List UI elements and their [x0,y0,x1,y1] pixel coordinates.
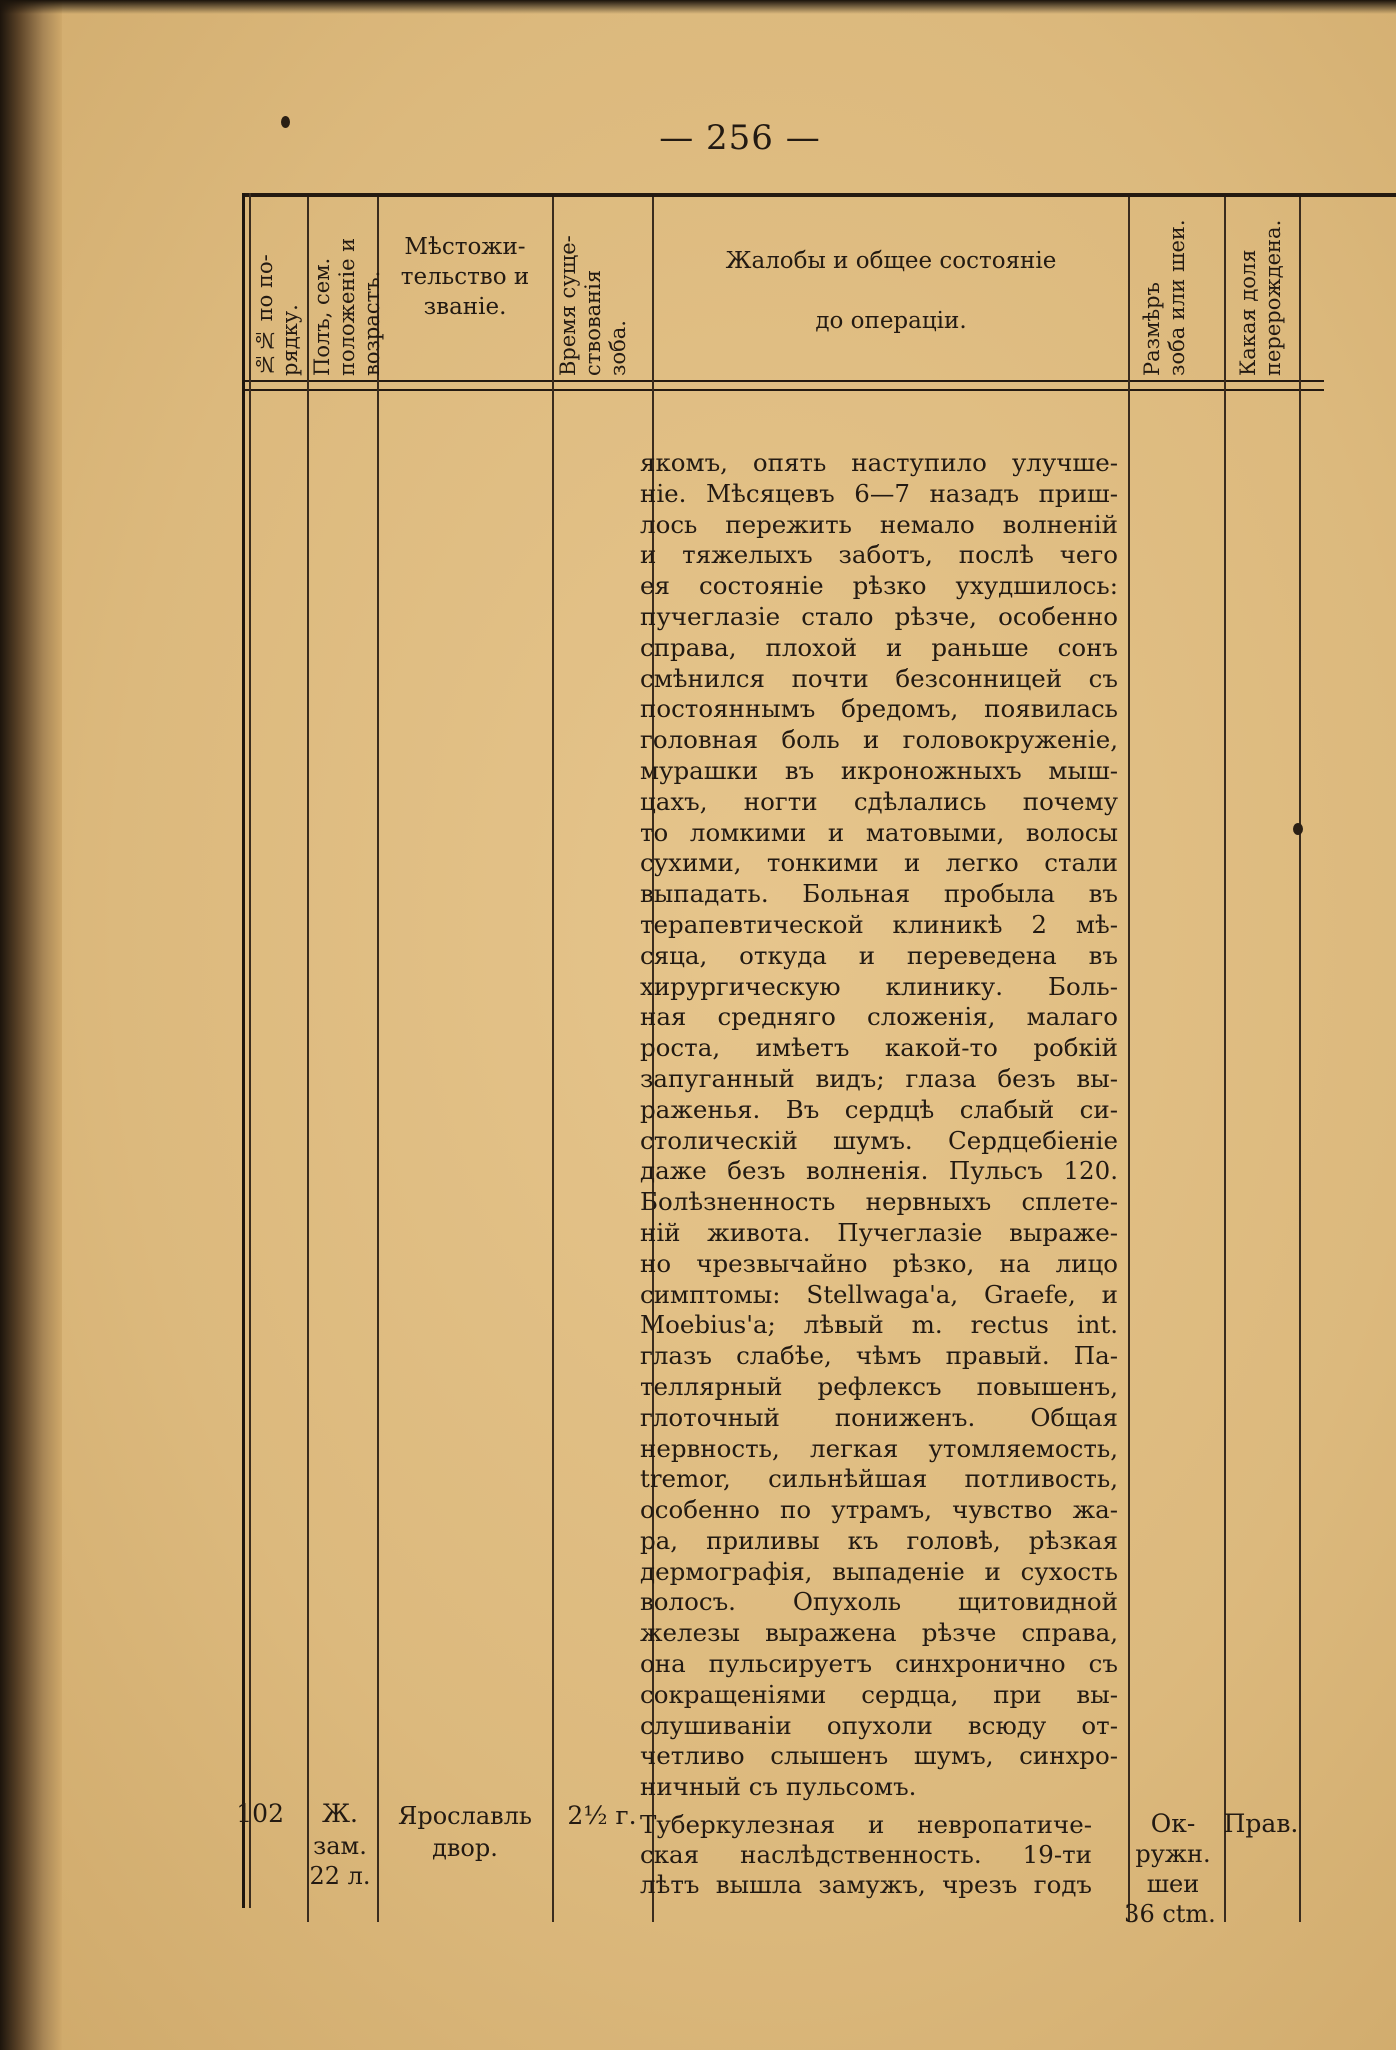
header-bottom-rule-2 [242,389,1324,391]
header-bottom-rule [242,380,1324,382]
text-line: но чрезвычайно рѣзко, на лицо [640,1248,1118,1278]
col-sep-6 [1224,197,1226,1922]
text-line: и тяжелыхъ заботъ, послѣ чего [640,540,1118,570]
text-line: сяца, откуда и переведена въ [640,940,1118,970]
text-line: выпадать. Больная пробыла въ [640,879,1118,909]
text-line: ская наслѣдственность. 19-ти [640,1840,1092,1869]
text-line: железы выражена рѣзче справа, [640,1618,1118,1648]
entry-residence-city: Ярославль [397,1802,532,1830]
continued-complaint-text [640,448,1118,1803]
text-line: ничный съ пульсомъ. [640,1772,917,1802]
entry-lobe: Прав. [1223,1809,1299,1838]
table-left-border-inner [249,193,251,1908]
header-complaints: Жалобы и общее состояніе до операціи. [725,248,1057,334]
col-sep-1 [307,197,309,1922]
text-line: волосъ. Опухоль щитовидной [640,1587,1118,1617]
text-line: ея состояніе рѣзко ухудшилось: [640,571,1118,601]
text-line: якомъ, опять наступило улучше- [640,448,1118,477]
text-line: лѣтъ вышла замужъ, чрезъ годъ [640,1870,1092,1899]
text-line: роста, имѣетъ какой-то робкій [640,1033,1118,1063]
entry-age: 22 л. [309,1862,371,1890]
entry-complaint-text [640,1810,1092,1900]
table-left-border [242,193,245,1908]
book-spine [0,0,62,2050]
text-line: она пульсируетъ синхронично съ [640,1649,1118,1679]
header-sex: Полъ, сем. положеніе и возрастъ. [310,237,384,376]
entry-size-3: шеи [1146,1870,1200,1898]
text-line: головная боль и головокруженіе, [640,725,1118,755]
text-line: глоточный пониженъ. Общая [640,1402,1118,1432]
text-line: Болѣзненность нервныхъ сплете- [640,1187,1118,1217]
text-line: то ломкими и матовыми, волосы [640,817,1118,847]
text-line: справа, плохой и раньше сонъ [640,632,1118,662]
text-line: раженья. Въ сердцѣ слабый си- [640,1094,1118,1124]
entry-size-1: Ок- [1150,1809,1196,1838]
text-line: мурашки въ икроножныхъ мыш- [640,755,1118,785]
text-line: цахъ, ногти сдѣлались почему [640,786,1118,816]
page-top-edge [0,0,1396,14]
text-line: нервность, легкая утомляемость, [640,1433,1118,1463]
ink-speck [1293,823,1303,835]
ink-speck [281,116,290,128]
header-size: Размѣръ зоба или шеи. [1140,219,1189,376]
col-sep-3 [552,197,554,1922]
header-residence: Мѣстожи- тельство и званіе. [400,234,530,320]
col-sep-2 [377,197,379,1922]
page-number: — 256 — [659,118,821,158]
table-top-rule [242,193,1396,197]
text-line: запуганный видъ; глаза безъ вы- [640,1063,1118,1093]
header-duration: Время суще- ствованія зоба. [556,235,630,376]
text-line: четливо слышенъ шумъ, синхро- [640,1741,1118,1771]
text-line: сухими, тонкими и легко стали [640,848,1118,878]
text-line: симптомы: Stellwaga'a, Graefe, и [640,1279,1118,1309]
text-line: смѣнился почти безсонницей съ [640,663,1118,693]
entry-size-4: 36 ctm. [1124,1900,1216,1928]
text-line: слушиваніи опухоли всюду от- [640,1710,1118,1740]
header-num: №№ по по- рядку. [253,254,302,376]
text-line: постояннымъ бредомъ, появилась [640,694,1118,724]
entry-marital: зам. [313,1832,367,1860]
text-line: ра, приливы къ головѣ, рѣзкая [640,1525,1118,1555]
text-line: хирургическую клинику. Боль- [640,971,1118,1001]
text-line: лось пережить немало волненій [640,509,1118,539]
text-line: ній живота. Пучеглазіе выраже- [640,1217,1118,1247]
text-line: теллярный рефлексъ повышенъ, [640,1371,1118,1401]
entry-duration: 2½ г. [567,1801,637,1830]
text-line: глазъ слабѣе, чѣмъ правый. Па- [640,1341,1118,1371]
text-line: tremor, сильнѣйшая потливость, [640,1464,1118,1494]
header-lobe: Какая доля перерождена. [1236,219,1285,376]
entry-residence-rank: двор. [432,1834,498,1862]
text-line: терапевтической клиникѣ 2 мѣ- [640,909,1118,939]
entry-number: 102 [236,1799,284,1828]
col-sep-7 [1299,197,1301,1922]
text-line: дермографія, выпаденіе и сухость [640,1556,1118,1586]
text-line: Moebius'a; лѣвый m. rectus int. [640,1310,1118,1340]
text-line: ная средняго сложенія, малаго [640,1002,1118,1032]
text-line: даже безъ волненія. Пульсъ 120. [640,1156,1118,1186]
entry-size-2: ружн. [1135,1840,1211,1868]
text-line: сокращеніями сердца, при вы- [640,1679,1118,1709]
entry-sex: Ж. [321,1799,359,1828]
text-line: особенно по утрамъ, чувство жа- [640,1495,1118,1525]
text-line: пучеглазіе стало рѣзче, особенно [640,601,1118,631]
col-sep-5 [1128,197,1130,1922]
text-line: ніе. Мѣсяцевъ 6—7 назадъ приш- [640,478,1118,508]
text-line: столическій шумъ. Сердцебіеніе [640,1125,1118,1155]
text-line: Туберкулезная и невропатиче- [640,1810,1092,1839]
